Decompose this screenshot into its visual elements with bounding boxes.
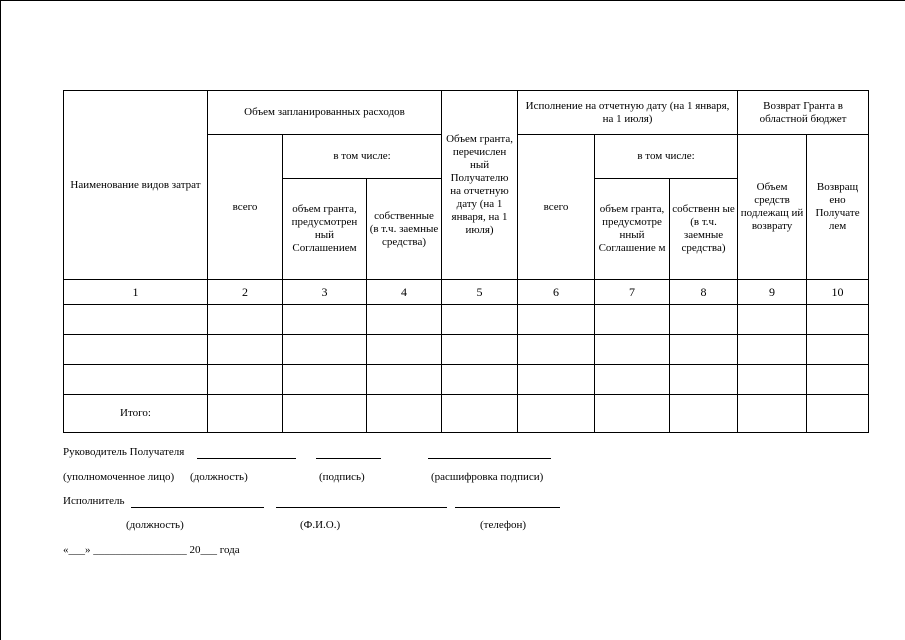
table-cell[interactable] (442, 365, 518, 395)
table-cell[interactable] (670, 305, 738, 335)
date-line: «___» _________________ 20___ года (63, 544, 240, 556)
header-grant-refund: Возврат Гранта в областной бюджет (738, 91, 869, 135)
executor-label: Исполнитель (63, 495, 125, 507)
table-cell[interactable] (64, 365, 208, 395)
table-cell[interactable] (738, 365, 807, 395)
table-cell[interactable] (595, 365, 670, 395)
table-cell[interactable] (283, 305, 367, 335)
table-cell[interactable] (442, 335, 518, 365)
page-border-left (0, 0, 1, 640)
position-caption: (должность) (190, 471, 248, 483)
head-of-recipient-label: Руководитель Получателя (63, 446, 185, 458)
table-cell[interactable] (283, 395, 367, 433)
grant-expense-report-table (63, 90, 869, 433)
table-cell[interactable] (595, 395, 670, 433)
table-cell[interactable] (64, 335, 208, 365)
table-cell[interactable] (442, 305, 518, 335)
header-refund-returned: Возвращ ено Получате лем (807, 135, 869, 280)
column-number: 10 (807, 280, 869, 305)
header-exec-own: собственн ые (в т.ч. заемные средства) (670, 179, 738, 280)
table-cell[interactable] (518, 335, 595, 365)
header-planned-expenses: Объем запланированных расходов (208, 91, 442, 135)
total-row (64, 395, 869, 433)
column-number: 4 (367, 280, 442, 305)
header-grant-transferred: Объем гранта, перечислен ный Получателю на отчетную дату (на 1 января, на 1 июля) (442, 91, 518, 280)
header-exec-grant: объем гранта, предусмотре нный Соглашение м (595, 179, 670, 280)
table-cell[interactable] (367, 305, 442, 335)
page-border-top (0, 0, 905, 1)
table-cell[interactable] (208, 395, 283, 433)
table-cell[interactable] (807, 335, 869, 365)
column-number: 5 (442, 280, 518, 305)
table-cell[interactable] (518, 395, 595, 433)
header-cost-type-name: Наименование видов затрат (64, 91, 208, 280)
table-cell[interactable] (518, 365, 595, 395)
table-cell[interactable] (595, 305, 670, 335)
header-planned-own: собственные (в т.ч. заемные средства) (367, 179, 442, 280)
table-cell[interactable] (738, 305, 807, 335)
table-cell[interactable] (208, 305, 283, 335)
table-row (64, 335, 869, 365)
table-cell[interactable] (670, 395, 738, 433)
executor-phone-line[interactable] (455, 507, 560, 508)
table-cell[interactable] (367, 365, 442, 395)
table-cell[interactable] (283, 365, 367, 395)
table-cell[interactable] (595, 335, 670, 365)
header-execution: Исполнение на отчетную дату (на 1 января, на 1 июля) (518, 91, 738, 135)
table-cell[interactable] (670, 335, 738, 365)
table-cell[interactable] (738, 395, 807, 433)
authorized-person-caption: (уполномоченное лицо) (63, 471, 175, 483)
header-exec-including: в том числе: (595, 135, 738, 179)
table-cell[interactable] (283, 335, 367, 365)
table-cell[interactable] (807, 365, 869, 395)
column-number: 2 (208, 280, 283, 305)
signature-caption: (подпись) (319, 471, 365, 483)
signature-decoding-caption: (расшифровка подписи) (431, 471, 544, 483)
header-planned-grant: объем гранта, предусмотрен ный Соглашением (283, 179, 367, 280)
column-number: 1 (64, 280, 208, 305)
table-cell[interactable] (367, 335, 442, 365)
header-planned-total: всего (208, 135, 283, 280)
signature-line[interactable] (316, 458, 381, 459)
table-row (64, 305, 869, 335)
header-exec-total: всего (518, 135, 595, 280)
table-cell[interactable] (208, 335, 283, 365)
executor-phone-caption: (телефон) (480, 519, 527, 531)
header-refund-due: Объем средств подлежащ ий возврату (738, 135, 807, 280)
table-cell[interactable] (738, 335, 807, 365)
column-number: 9 (738, 280, 807, 305)
column-number: 6 (518, 280, 595, 305)
executor-position-caption: (должность) (126, 519, 184, 531)
signature-decoding-line[interactable] (428, 458, 551, 459)
table-cell[interactable] (807, 395, 869, 433)
table-cell[interactable] (807, 305, 869, 335)
column-number: 3 (283, 280, 367, 305)
table-row (64, 365, 869, 395)
table-cell[interactable] (64, 305, 208, 335)
total-label: Итого: (64, 395, 208, 433)
table-cell[interactable] (208, 365, 283, 395)
executor-name-caption: (Ф.И.О.) (300, 519, 341, 531)
table-cell[interactable] (670, 365, 738, 395)
table-cell[interactable] (442, 395, 518, 433)
header-planned-including: в том числе: (283, 135, 442, 179)
column-number: 8 (670, 280, 738, 305)
position-line[interactable] (197, 458, 296, 459)
table-cell[interactable] (518, 305, 595, 335)
column-number: 7 (595, 280, 670, 305)
table-cell[interactable] (367, 395, 442, 433)
executor-position-line[interactable] (131, 507, 264, 508)
executor-name-line[interactable] (276, 507, 447, 508)
